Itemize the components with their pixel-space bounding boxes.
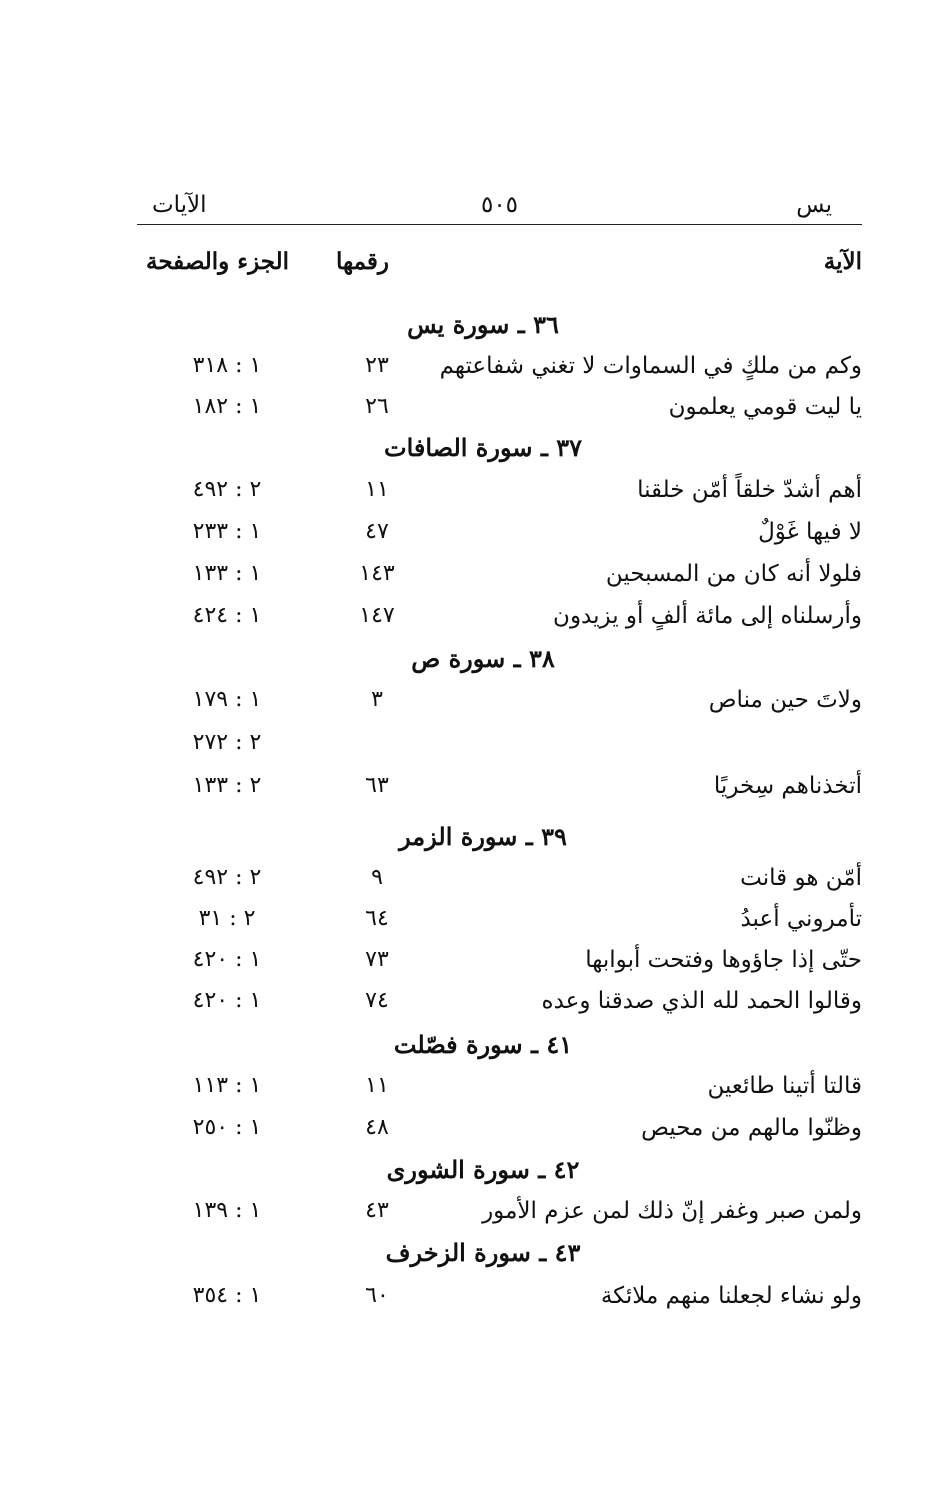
table-row: [137, 554, 862, 594]
surah-heading: ٣٧ ـ سورة الصافات: [383, 433, 583, 462]
verse-text: وكم من ملكٍ في السماوات لا تغني شفاعتهم: [439, 353, 862, 379]
running-head: [137, 190, 862, 225]
verse-number: ٤٧: [365, 519, 389, 544]
table-row: [137, 1108, 862, 1148]
surah-heading: ٤١ ـ سورة فصّلت: [393, 1030, 573, 1059]
volume-page-ref: ١ : ٢٥٠: [192, 1115, 262, 1140]
verse-number: ١٤٧: [359, 603, 395, 628]
table-row: [137, 1066, 862, 1106]
verse-number: ٦٣: [365, 773, 389, 798]
verse-number: ٧٤: [365, 988, 389, 1013]
verse-number: ٤٣: [365, 1198, 389, 1223]
verse-text: وأرسلناه إلى مائة ألفٍ أو يزيدون: [553, 603, 862, 629]
column-header-verse: الآية: [823, 248, 862, 275]
verse-text: أمّن هو قانت: [740, 865, 862, 891]
verse-number: ٢٣: [365, 353, 389, 378]
verse-text: يا ليت قومي يعلمون: [668, 394, 862, 420]
table-row: [137, 387, 862, 427]
verse-text: قالتا أتينا طائعين: [707, 1073, 862, 1099]
verse-text: لا فيها غَوْلٌ: [758, 519, 862, 545]
verse-number: ٩: [371, 865, 383, 890]
verse-text: ولاتَ حين مناص: [708, 687, 862, 713]
volume-page-ref: ١ : ١٧٩: [192, 687, 262, 712]
volume-page-ref: ١ : ١٨٢: [192, 394, 262, 419]
verse-text: وظنّوا مالهم من محيص: [641, 1115, 862, 1141]
volume-page-ref: ١ : ٤٢٠: [192, 947, 262, 972]
verse-text: أتخذناهم سِخريًا: [713, 773, 862, 799]
volume-page-ref: ١ : ٤٢٠: [192, 988, 262, 1013]
verse-text: ولمن صبر وغفر إنّ ذلك لمن عزم الأمور: [482, 1198, 862, 1224]
volume-page-ref: ١ : ٣٥٤: [192, 1283, 262, 1308]
verse-text: وقالوا الحمد لله الذي صدقنا وعده: [541, 988, 862, 1014]
verse-text: تأمروني أعبدُ: [740, 906, 862, 932]
volume-page-ref: ١ : ٣١٨: [192, 353, 262, 378]
verse-text: أهم أشدّ خلقاً أمّن خلقنا: [637, 477, 862, 503]
table-row: [137, 680, 862, 720]
verse-text: ولو نشاء لجعلنا منهم ملائكة: [600, 1283, 862, 1309]
table-row: [137, 723, 862, 763]
volume-page-ref: ٢ : ١٣٣: [192, 773, 262, 798]
verse-number: ٢٦: [365, 394, 389, 419]
table-row: [137, 596, 862, 636]
volume-page-ref: ٢ : ٣١: [198, 906, 256, 931]
surah-heading: ٤٣ ـ سورة الزخرف: [385, 1238, 581, 1267]
volume-page-ref: ٢ : ٤٩٢: [192, 865, 262, 890]
table-row: [137, 1191, 862, 1231]
verse-number: ٦٤: [365, 906, 389, 931]
verse-number: ٦٠: [365, 1283, 389, 1308]
running-head-surah: يس: [796, 192, 832, 218]
table-row: [137, 346, 862, 386]
volume-page-ref: ١ : ١٣٣: [192, 561, 262, 586]
column-header-reference: الجزء والصفحة: [146, 248, 290, 275]
volume-page-ref: ١ : ٢٣٣: [192, 519, 262, 544]
table-row: [137, 1276, 862, 1316]
table-row: [137, 512, 862, 552]
verse-number: ١٤٣: [359, 561, 395, 586]
volume-page-ref: ١ : ١١٣: [192, 1073, 262, 1098]
verse-text: فلولا أنه كان من المسبحين: [605, 561, 862, 587]
table-row: [137, 899, 862, 939]
verse-number: ٣: [371, 687, 383, 712]
running-head-section: الآيات: [152, 192, 207, 218]
table-row: [137, 981, 862, 1021]
volume-page-ref: ٢ : ٤٩٢: [192, 477, 262, 502]
verse-number: ١١: [365, 477, 389, 502]
table-row: [137, 470, 862, 510]
verse-number: ٧٣: [365, 947, 389, 972]
surah-heading: ٣٨ ـ سورة ص: [411, 644, 555, 673]
table-row: [137, 940, 862, 980]
table-row: [137, 858, 862, 898]
column-header-number: رقمها: [336, 248, 390, 275]
verse-number: ٤٨: [365, 1115, 389, 1140]
surah-heading: ٣٩ ـ سورة الزمر: [399, 822, 567, 851]
volume-page-ref: ١ : ١٣٩: [192, 1198, 262, 1223]
surah-heading: ٣٦ ـ سورة يس: [407, 310, 559, 339]
volume-page-ref: ٢ : ٢٧٢: [192, 730, 262, 755]
page-number: ٥٠٥: [480, 192, 519, 218]
verse-number: ١١: [365, 1073, 389, 1098]
verse-text: حتّى إذا جاؤوها وفتحت أبوابها: [585, 947, 862, 973]
surah-heading: ٤٢ ـ سورة الشورى: [386, 1155, 580, 1184]
table-row: [137, 766, 862, 806]
volume-page-ref: ١ : ٤٢٤: [192, 603, 262, 628]
